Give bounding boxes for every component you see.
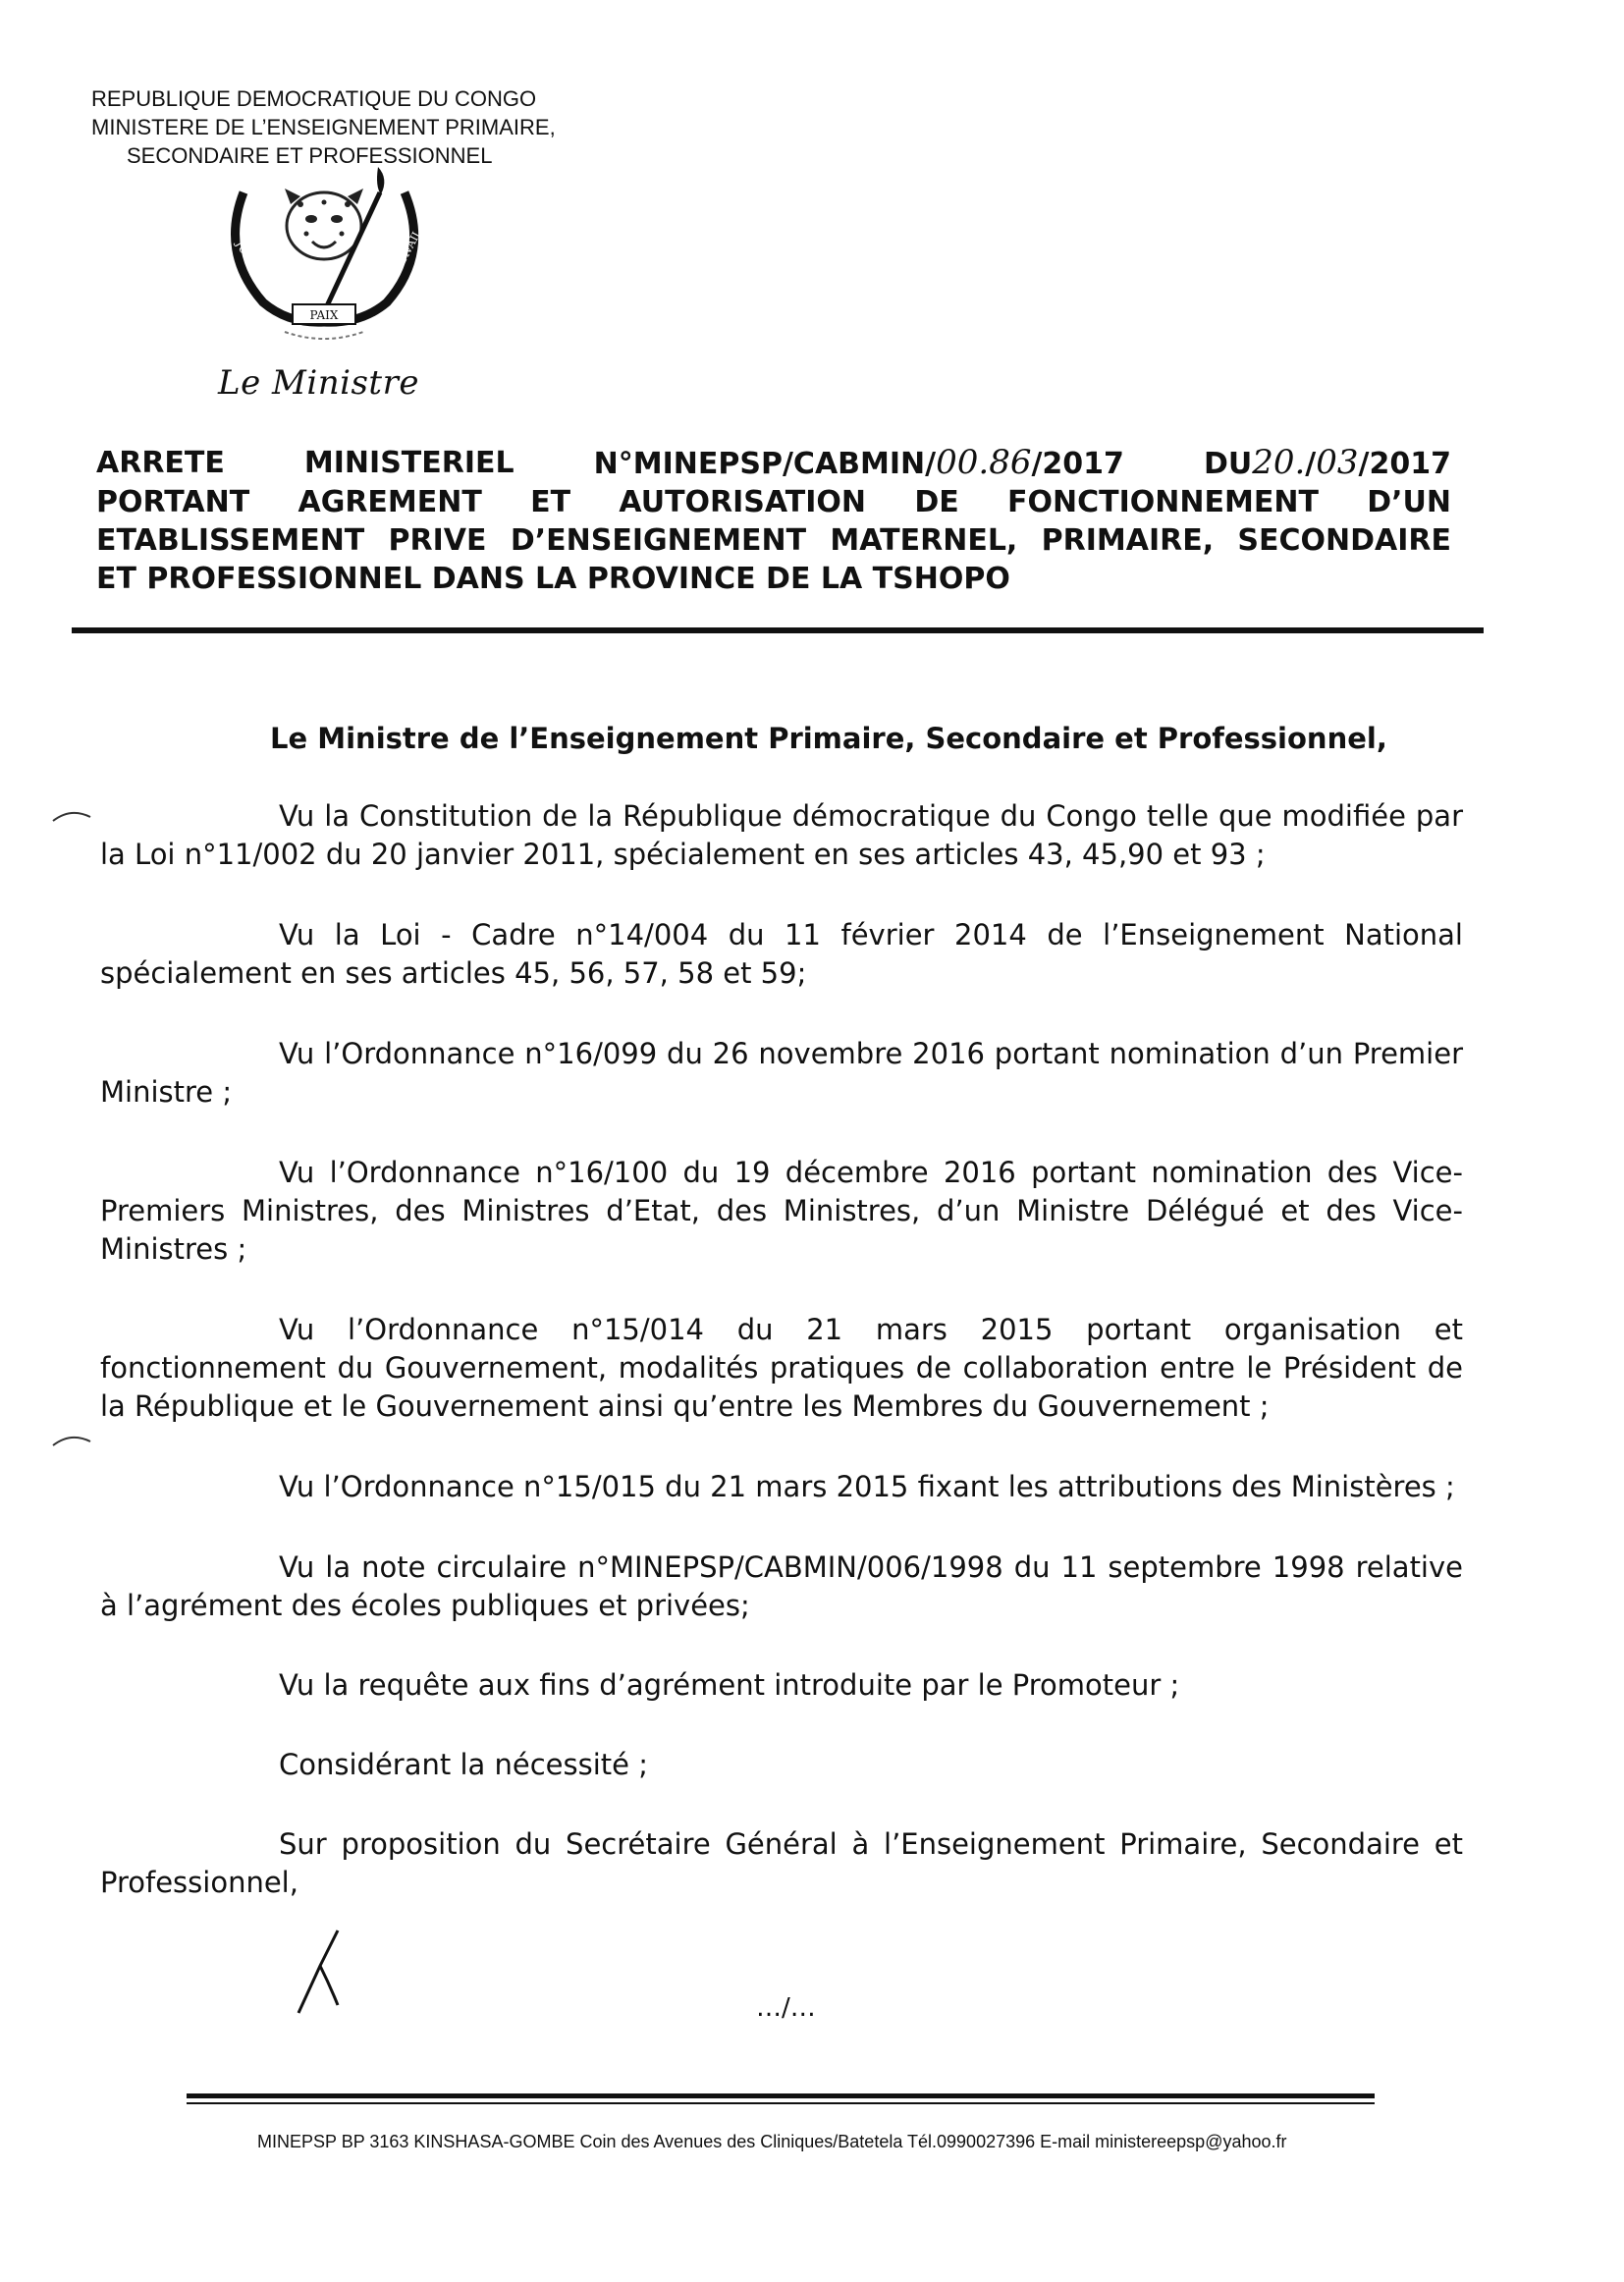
minister-heading: Le Ministre de l’Enseignement Primaire, Secondaire et Professionnel, bbox=[270, 722, 1387, 755]
date-separator: / bbox=[1305, 447, 1317, 481]
considerant-paragraph: Vu l’Ordonnance n°15/014 du 21 mars 2015 portant organisation et fonctionnement du Gouvernement, modalités pratiques de collaboration entre le Président de la République et le Gouvernement ainsi qu’entre les Membres du Gouvernement ; bbox=[100, 1313, 1463, 1423]
emblem-motto-right: TRAVAIL bbox=[390, 227, 425, 277]
reference-number-handwritten: 00.86 bbox=[936, 443, 1032, 482]
footer-divider bbox=[187, 2093, 1375, 2098]
decree-reference bbox=[594, 444, 1124, 483]
title-line-2 bbox=[96, 483, 1451, 521]
margin-mark bbox=[51, 805, 94, 825]
reference-suffix: /2017 bbox=[1031, 447, 1124, 481]
emblem-motto-left: JUSTICE bbox=[233, 239, 269, 288]
header-ministry: MINISTERE DE L’ENSEIGNEMENT PRIMAIRE, bbox=[91, 115, 556, 139]
title-word-arrete: ARRETE bbox=[96, 446, 225, 480]
reference-prefix: N°MINEPSP/CABMIN/ bbox=[593, 447, 937, 481]
title-word-ministeriel: MINISTERIEL bbox=[303, 446, 514, 480]
date-day-handwritten: 20. bbox=[1252, 443, 1306, 482]
header-country: REPUBLIQUE DEMOCRATIQUE DU CONGO bbox=[91, 86, 537, 111]
decree-date bbox=[1204, 444, 1451, 483]
title-line-3 bbox=[96, 521, 1451, 560]
considerant-paragraph: Vu la requête aux fins d’agrément introduite par le Promoteur ; bbox=[279, 1668, 1180, 1702]
margin-mark bbox=[51, 1430, 94, 1449]
considerant-paragraph: Vu l’Ordonnance n°16/099 du 26 novembre 2016 portant nomination d’un Premier Ministre ; bbox=[100, 1037, 1463, 1109]
footer-contact: MINEPSP BP 3163 KINSHASA-GOMBE Coin des Avenues des Cliniques/Batetela Tél.0990027396 E-mail ministereepsp@yahoo.fr bbox=[257, 2132, 1287, 2151]
header-ministry-continued: SECONDAIRE ET PROFESSIONNEL bbox=[127, 143, 493, 168]
institution-header bbox=[91, 84, 680, 170]
minister-label: Le Ministre bbox=[218, 363, 419, 403]
footer-divider-thin bbox=[187, 2102, 1375, 2104]
considerant-paragraph: Vu l’Ordonnance n°16/100 du 19 décembre 2016 portant nomination des Vice-Premiers Ministres, des Ministres d’Etat, des Ministres, d’un Ministre Délégué et des Vice-Ministres ; bbox=[100, 1156, 1463, 1266]
considerant-paragraph: Vu la Constitution de la République démocratique du Congo telle que modifiée par la Loi n°11/002 du 20 janvier 2011, spécialement en ses articles 43, 45,90 et 93 ; bbox=[100, 799, 1463, 871]
title-divider bbox=[72, 627, 1484, 633]
decree-title bbox=[96, 444, 1451, 598]
coat-of-arms-emblem bbox=[206, 165, 461, 361]
title-line-4 bbox=[96, 560, 1451, 598]
considerant-paragraph: Vu la note circulaire n°MINEPSP/CABMIN/006/1998 du 11 septembre 1998 relative à l’agrément des écoles publiques et privées; bbox=[100, 1550, 1463, 1622]
considerant-paragraph: Considérant la nécessité ; bbox=[279, 1748, 648, 1781]
emblem-motto-center: PAIX bbox=[309, 308, 339, 322]
title-line-1 bbox=[96, 444, 1451, 483]
date-year: /2017 bbox=[1358, 447, 1451, 481]
date-prefix: DU bbox=[1203, 447, 1253, 481]
considerant-paragraph: Sur proposition du Secrétaire Général à l’Enseignement Primaire, Secondaire et Professionnel, bbox=[100, 1827, 1463, 1899]
handwritten-initial bbox=[291, 1927, 350, 2015]
considerant-paragraph: Vu l’Ordonnance n°15/015 du 21 mars 2015 fixant les attributions des Ministères ; bbox=[279, 1470, 1455, 1503]
decree-body bbox=[100, 797, 1463, 1902]
date-month-handwritten: 03 bbox=[1316, 443, 1359, 482]
title-line-4-text: ET PROFESSIONNEL DANS LA PROVINCE DE LA TSHOPO bbox=[96, 562, 1010, 596]
continuation-marker: …/… bbox=[756, 1993, 816, 2023]
considerant-paragraph: Vu la Loi - Cadre n°14/004 du 11 février 2014 de l’Enseignement National spécialement en ses articles 45, 56, 57, 58 et 59; bbox=[100, 918, 1463, 990]
title-line-2-text: PORTANT AGREMENT ET AUTORISATION DE FONCTIONNEMENT D’UN bbox=[96, 485, 1451, 519]
title-line-3-text: ETABLISSEMENT PRIVE D’ENSEIGNEMENT MATERNEL, PRIMAIRE, SECONDAIRE bbox=[96, 523, 1451, 558]
